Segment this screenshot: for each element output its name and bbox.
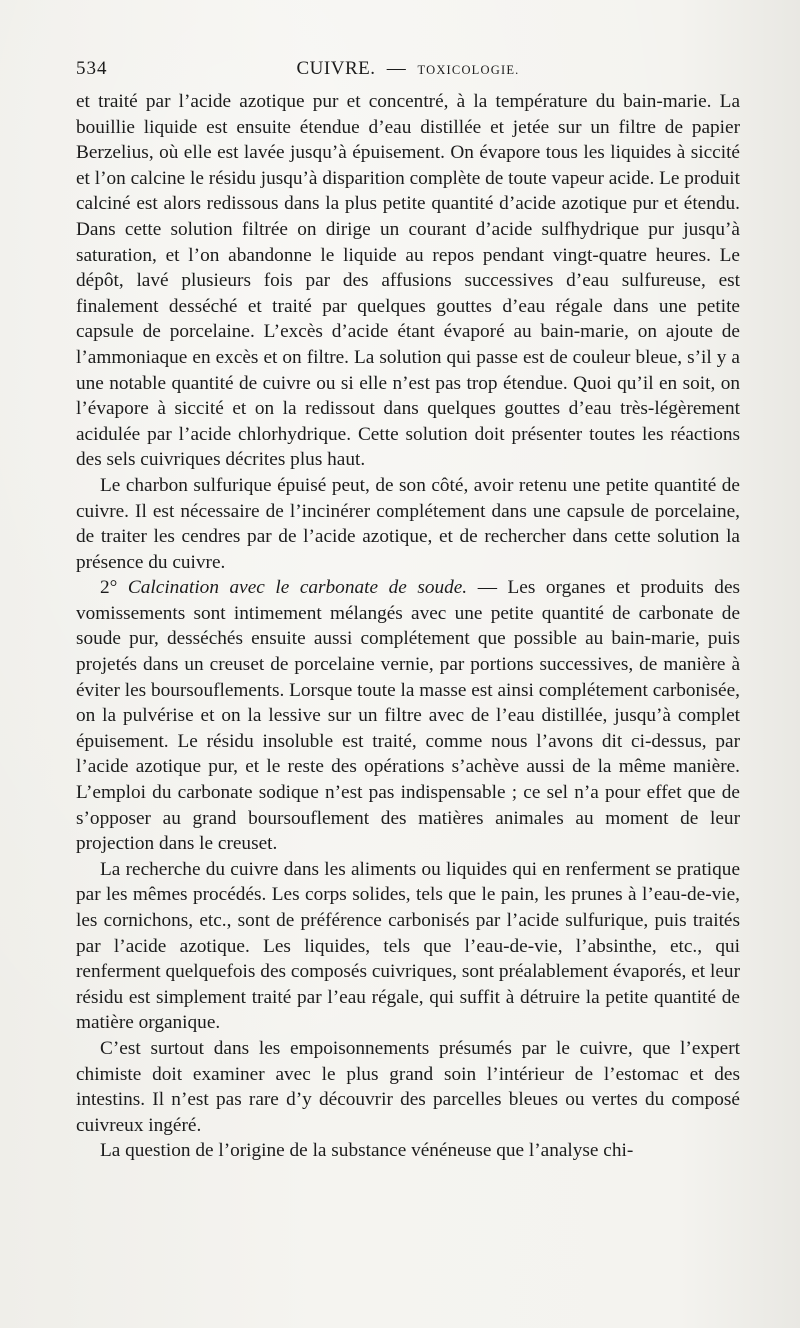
- paragraph-charbon: Le charbon sulfurique épuisé peut, de son côté, avoir retenu une petite quantité de cuivre. Il est nécessaire de l’incinérer complétement dans une capsule de porcelaine, de traiter les cendres par de l’acide azotique, et de rechercher dans cette solution la présence du cuivre.: [76, 474, 740, 573]
- paragraph-calcination: [76, 575, 740, 857]
- running-head: [76, 58, 740, 80]
- paragraph-origine: La question de l’origine de la substance vénéneuse que l’analyse chi-: [100, 1140, 634, 1162]
- page-number: 534: [76, 58, 108, 79]
- paragraph-empoisonnements: C’est surtout dans les empoisonnements présumés par le cuivre, que l’expert chimiste doit examiner avec le plus grand soin l’intérieur de l’estomac et des intestins. Il n’est pas rare d’y découvrir des parcelles bleues ou vertes du composé cuivreux ingéré.: [76, 1037, 740, 1136]
- section-number: 2°: [100, 577, 128, 599]
- section-heading: Calcination avec le carbonate de soude.: [127, 577, 468, 599]
- running-head-title: CUIVRE.: [296, 58, 376, 79]
- paragraph-aliments: La recherche du cuivre dans les aliments ou liquides qui en renferment se pratique par les mêmes procédés. Les corps solides, tels que le pain, les prunes à l’eau-de-vie, les cornichons, etc., sont de préférence carbonisés par l’acide sulfurique, puis traités par l’acide azotique. Les liquides, tels que l’eau-de-vie, l’absinthe, etc., qui renferment quelquefois des composés cuivriques, sont préalablement évaporés, et leur résidu est simplement traité par l’eau régale, qui suffit à détruire la petite quantité de matière organique.: [76, 858, 740, 1034]
- paragraph-calcination-text: — Les organes et produits des vomissements sont intimement mélangés avec une petite quantité de carbonate de soude pur, desséchés ensuite aussi complétement que possible au bain-marie, puis projetés dans un creuset de porcelaine vernie, par portions successives, de manière à éviter les boursouflements. Lorsque toute la masse est ainsi complétement carbonisée, on la pulvérise et on la lessive sur un filtre avec de l’eau distillée, jusqu’à complet épuisement. Le résidu insoluble est traité, comme nous l’avons dit ci-dessus, par l’acide azotique pur, et le reste des opérations s’achève aussi de la même manière. L’emploi du carbonate sodique n’est pas indispensable ; ce sel n’a pour effet que de s’opposer au grand boursouflement des matières animales au moment de leur projection dans le creuset.: [76, 577, 741, 855]
- running-head-section: TOXICOLOGIE.: [417, 63, 520, 77]
- body-text: [76, 89, 740, 1164]
- paragraph-continued: et traité par l’acide azotique pur et concentré, à la température du bain-marie. La bouillie liquide est ensuite étendue d’eau distillée et jetée sur un filtre de papier Berzelius, où elle est lavée jusqu’à épuisement. On évapore tous les liquides à siccité et l’on calcine le résidu jusqu’à disparition complète de toute vapeur acide. Le produit calciné est alors redissous dans la plus petite quantité d’acide azotique pur et étendu. Dans cette solution filtrée on dirige un courant d’acide sulfhydrique pur jusqu’à saturation, et l’on abandonne le liquide au repos pendant vingt-quatre heures. Le dépôt, lavé plusieurs fois par des affusions successives d’eau sulfureuse, est finalement desséché et traité par quelques gouttes d’eau régale dans une petite capsule de porcelaine. L’excès d’acide étant évaporé au bain-marie, on ajoute de l’ammoniaque en excès et on filtre. La solution qui passe est de couleur bleue, s’il y a une notable quantité de cuivre ou si elle n’est pas trop étendue. Quoi qu’il en soit, on l’évapore à siccité et on la redissout dans quelques gouttes d’eau très-légèrement acidulée par l’acide chlorhydrique. Cette solution doit présenter toutes les réactions des sels cuivriques décrites plus haut.: [76, 91, 740, 471]
- page-header: [76, 58, 740, 82]
- running-head-dash: —: [386, 58, 407, 79]
